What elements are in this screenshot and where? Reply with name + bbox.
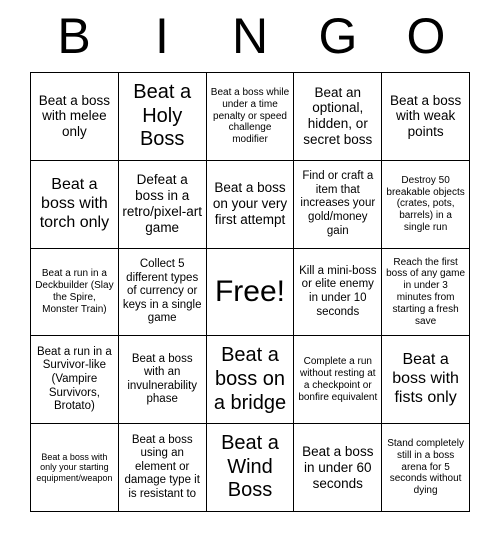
bingo-cell[interactable]: Destroy 50 breakable objects (crates, pots, barrels) in a single run: [382, 161, 470, 249]
bingo-cell[interactable]: Beat a boss in under 60 seconds: [294, 424, 382, 512]
bingo-cell[interactable]: Complete a run without resting at a checkpoint or bonfire equivalent: [294, 336, 382, 424]
bingo-board: [30, 72, 470, 512]
bingo-cell[interactable]: Beat a boss with melee only: [31, 73, 119, 161]
bingo-cell[interactable]: Beat a boss with only your starting equipment/weapon: [31, 424, 119, 512]
bingo-cell[interactable]: Beat a boss with an invulnerability phase: [119, 336, 207, 424]
free-space[interactable]: Free!: [207, 249, 295, 337]
bingo-cell[interactable]: Beat a run in a Survivor-like (Vampire Survivors, Brotato): [31, 336, 119, 424]
bingo-cell[interactable]: Beat an optional, hidden, or secret boss: [294, 73, 382, 161]
bingo-cell[interactable]: Collect 5 different types of currency or keys in a single game: [119, 249, 207, 337]
bingo-cell[interactable]: Beat a boss on your very first attempt: [207, 161, 295, 249]
header-letter-b: B: [57, 8, 91, 64]
bingo-cell[interactable]: Kill a mini-boss or elite enemy in under 10 seconds: [294, 249, 382, 337]
bingo-cell[interactable]: Beat a Wind Boss: [207, 424, 295, 512]
bingo-cell[interactable]: Find or craft a item that increases your gold/money gain: [294, 161, 382, 249]
bingo-cell[interactable]: Beat a run in a Deckbuilder (Slay the Spire, Monster Train): [31, 249, 119, 337]
header-letter-g: G: [318, 8, 358, 64]
bingo-cell[interactable]: Reach the first boss of any game in under 3 minutes from starting a fresh save: [382, 249, 470, 337]
header-letter-i: I: [155, 8, 169, 64]
bingo-cell[interactable]: Beat a boss using an element or damage type it is resistant to: [119, 424, 207, 512]
header-letter-o: O: [406, 8, 446, 64]
bingo-cell[interactable]: Beat a boss with weak points: [382, 73, 470, 161]
bingo-cell[interactable]: Beat a boss with torch only: [31, 161, 119, 249]
bingo-cell[interactable]: Beat a boss while under a time penalty or speed challenge modifier: [207, 73, 295, 161]
bingo-cell[interactable]: Beat a boss on a bridge: [207, 336, 295, 424]
bingo-cell[interactable]: Defeat a boss in a retro/pixel-art game: [119, 161, 207, 249]
bingo-cell[interactable]: Beat a boss with fists only: [382, 336, 470, 424]
header-letter-n: N: [231, 8, 269, 64]
bingo-cell[interactable]: Stand completely still in a boss arena for 5 seconds without dying: [382, 424, 470, 512]
bingo-cell[interactable]: Beat a Holy Boss: [119, 73, 207, 161]
bingo-header: [30, 0, 470, 72]
